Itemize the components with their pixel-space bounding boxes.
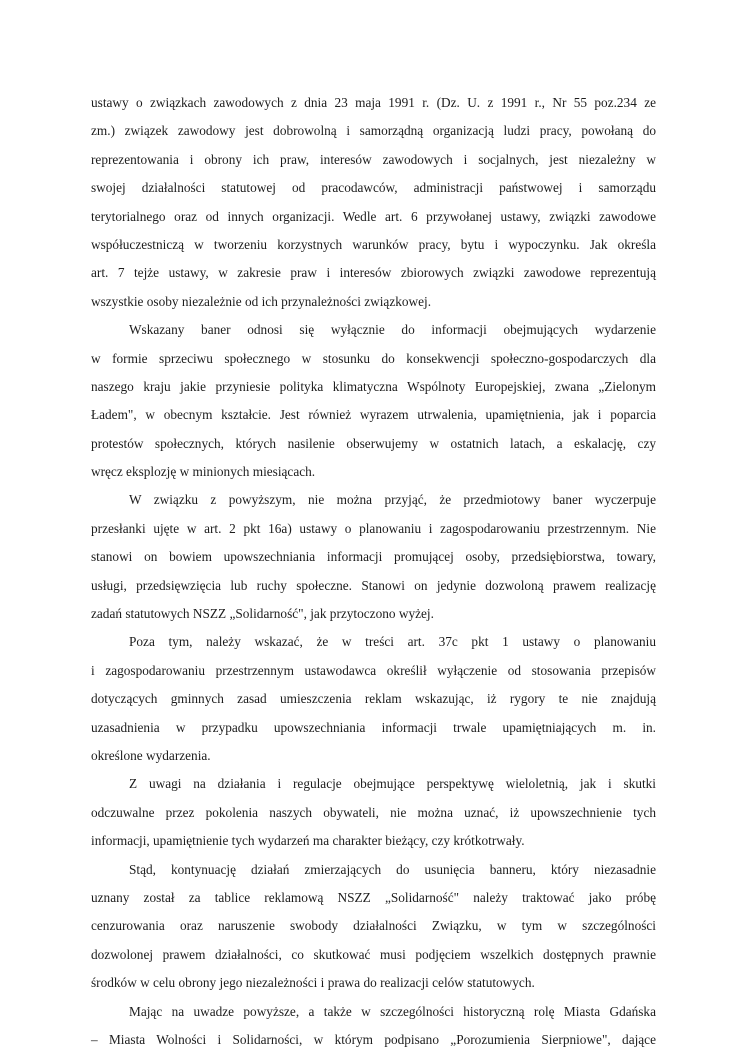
- text-line: określone wydarzenia.: [91, 742, 656, 770]
- text-line: W związku z powyższym, nie można przyjąć, że przedmiotowy baner wyczerpuje: [91, 486, 656, 514]
- document-body: [91, 89, 656, 1054]
- text-line: Poza tym, należy wskazać, że w treści art. 37c pkt 1 ustawy o planowaniu: [91, 628, 656, 656]
- text-line: uznany został za tablice reklamową NSZZ „Solidarność" należy traktować jako próbę: [91, 884, 656, 912]
- text-line: dozwolonej prawem działalności, co skutkować musi podjęciem wszelkich dostępnych prawnie: [91, 941, 656, 969]
- text-line: odczuwalne przez pokolenia naszych obywateli, nie można uznać, iż upowszechnienie tych: [91, 799, 656, 827]
- paragraph: [91, 89, 656, 316]
- paragraph: [91, 486, 656, 628]
- text-line: terytorialnego oraz od innych organizacji. Wedle art. 6 przywołanej ustawy, związki zawodowe: [91, 203, 656, 231]
- text-line: naszego kraju jakie przyniesie polityka klimatyczna Wspólnoty Europejskiej, zwana „Zielonym: [91, 373, 656, 401]
- text-line: art. 7 tejże ustawy, w zakresie praw i interesów zbiorowych związki zawodowe reprezentują: [91, 259, 656, 287]
- paragraph: [91, 628, 656, 770]
- text-line: Wskazany baner odnosi się wyłącznie do informacji obejmujących wydarzenie: [91, 316, 656, 344]
- text-line: stanowi on bowiem upowszechniania informacji promującej osoby, przedsiębiorstwa, towary,: [91, 543, 656, 571]
- paragraph: [91, 856, 656, 998]
- text-line: usługi, przedsięwzięcia lub ruchy społeczne. Stanowi on jedynie dozwoloną prawem realizację: [91, 572, 656, 600]
- text-line: – Miasta Wolności i Solidarności, w którym podpisano „Porozumienia Sierpniowe", dające: [91, 1026, 656, 1054]
- text-line: cenzurowania oraz naruszenie swobody działalności Związku, w tym w szczególności: [91, 912, 656, 940]
- text-line: Mając na uwadze powyższe, a także w szczególności historyczną rolę Miasta Gdańska: [91, 998, 656, 1026]
- text-line: protestów społecznych, których nasilenie obserwujemy w ostatnich latach, a eskalację, czy: [91, 430, 656, 458]
- text-line: przesłanki ujęte w art. 2 pkt 16a) ustawy o planowaniu i zagospodarowaniu przestrzennym. Nie: [91, 515, 656, 543]
- text-line: wręcz eksplozję w minionych miesiącach.: [91, 458, 656, 486]
- text-line: Z uwagi na działania i regulacje obejmujące perspektywę wieloletnią, jak i skutki: [91, 770, 656, 798]
- text-line: ustawy o związkach zawodowych z dnia 23 maja 1991 r. (Dz. U. z 1991 r., Nr 55 poz.234 ze: [91, 89, 656, 117]
- text-line: informacji, upamiętnienie tych wydarzeń ma charakter bieżący, czy krótkotrwały.: [91, 827, 656, 855]
- text-line: reprezentowania i obrony ich praw, interesów zawodowych i socjalnych, jest niezależny w: [91, 146, 656, 174]
- text-line: w formie sprzeciwu społecznego w stosunku do konsekwencji społeczno-gospodarczych dla: [91, 345, 656, 373]
- text-line: uzasadnienia w przypadku upowszechniania informacji trwale upamiętniających m. in.: [91, 714, 656, 742]
- paragraph: [91, 998, 656, 1054]
- text-line: zadań statutowych NSZZ „Solidarność", jak przytoczono wyżej.: [91, 600, 656, 628]
- text-line: współuczestniczą w tworzeniu korzystnych warunków pracy, bytu i wypoczynku. Jak określa: [91, 231, 656, 259]
- text-line: dotyczących gminnych zasad umieszczenia reklam wskazując, iż rygory te nie znajdują: [91, 685, 656, 713]
- text-line: środków w celu obrony jego niezależności i prawa do realizacji celów statutowych.: [91, 969, 656, 997]
- paragraph: [91, 770, 656, 855]
- text-line: zm.) związek zawodowy jest dobrowolną i samorządną organizacją ludzi pracy, powołaną do: [91, 117, 656, 145]
- paragraph: [91, 316, 656, 486]
- text-line: swojej działalności statutowej od pracodawców, administracji państwowej i samorządu: [91, 174, 656, 202]
- text-line: i zagospodarowaniu przestrzennym ustawodawca określił wyłączenie od stosowania przepisów: [91, 657, 656, 685]
- text-line: wszystkie osoby niezależnie od ich przynależności związkowej.: [91, 288, 656, 316]
- text-line: Stąd, kontynuację działań zmierzających do usunięcia banneru, który niezasadnie: [91, 856, 656, 884]
- text-line: Ładem", w obecnym kształcie. Jest również wyrazem utrwalenia, upamiętnienia, jak i poparcia: [91, 401, 656, 429]
